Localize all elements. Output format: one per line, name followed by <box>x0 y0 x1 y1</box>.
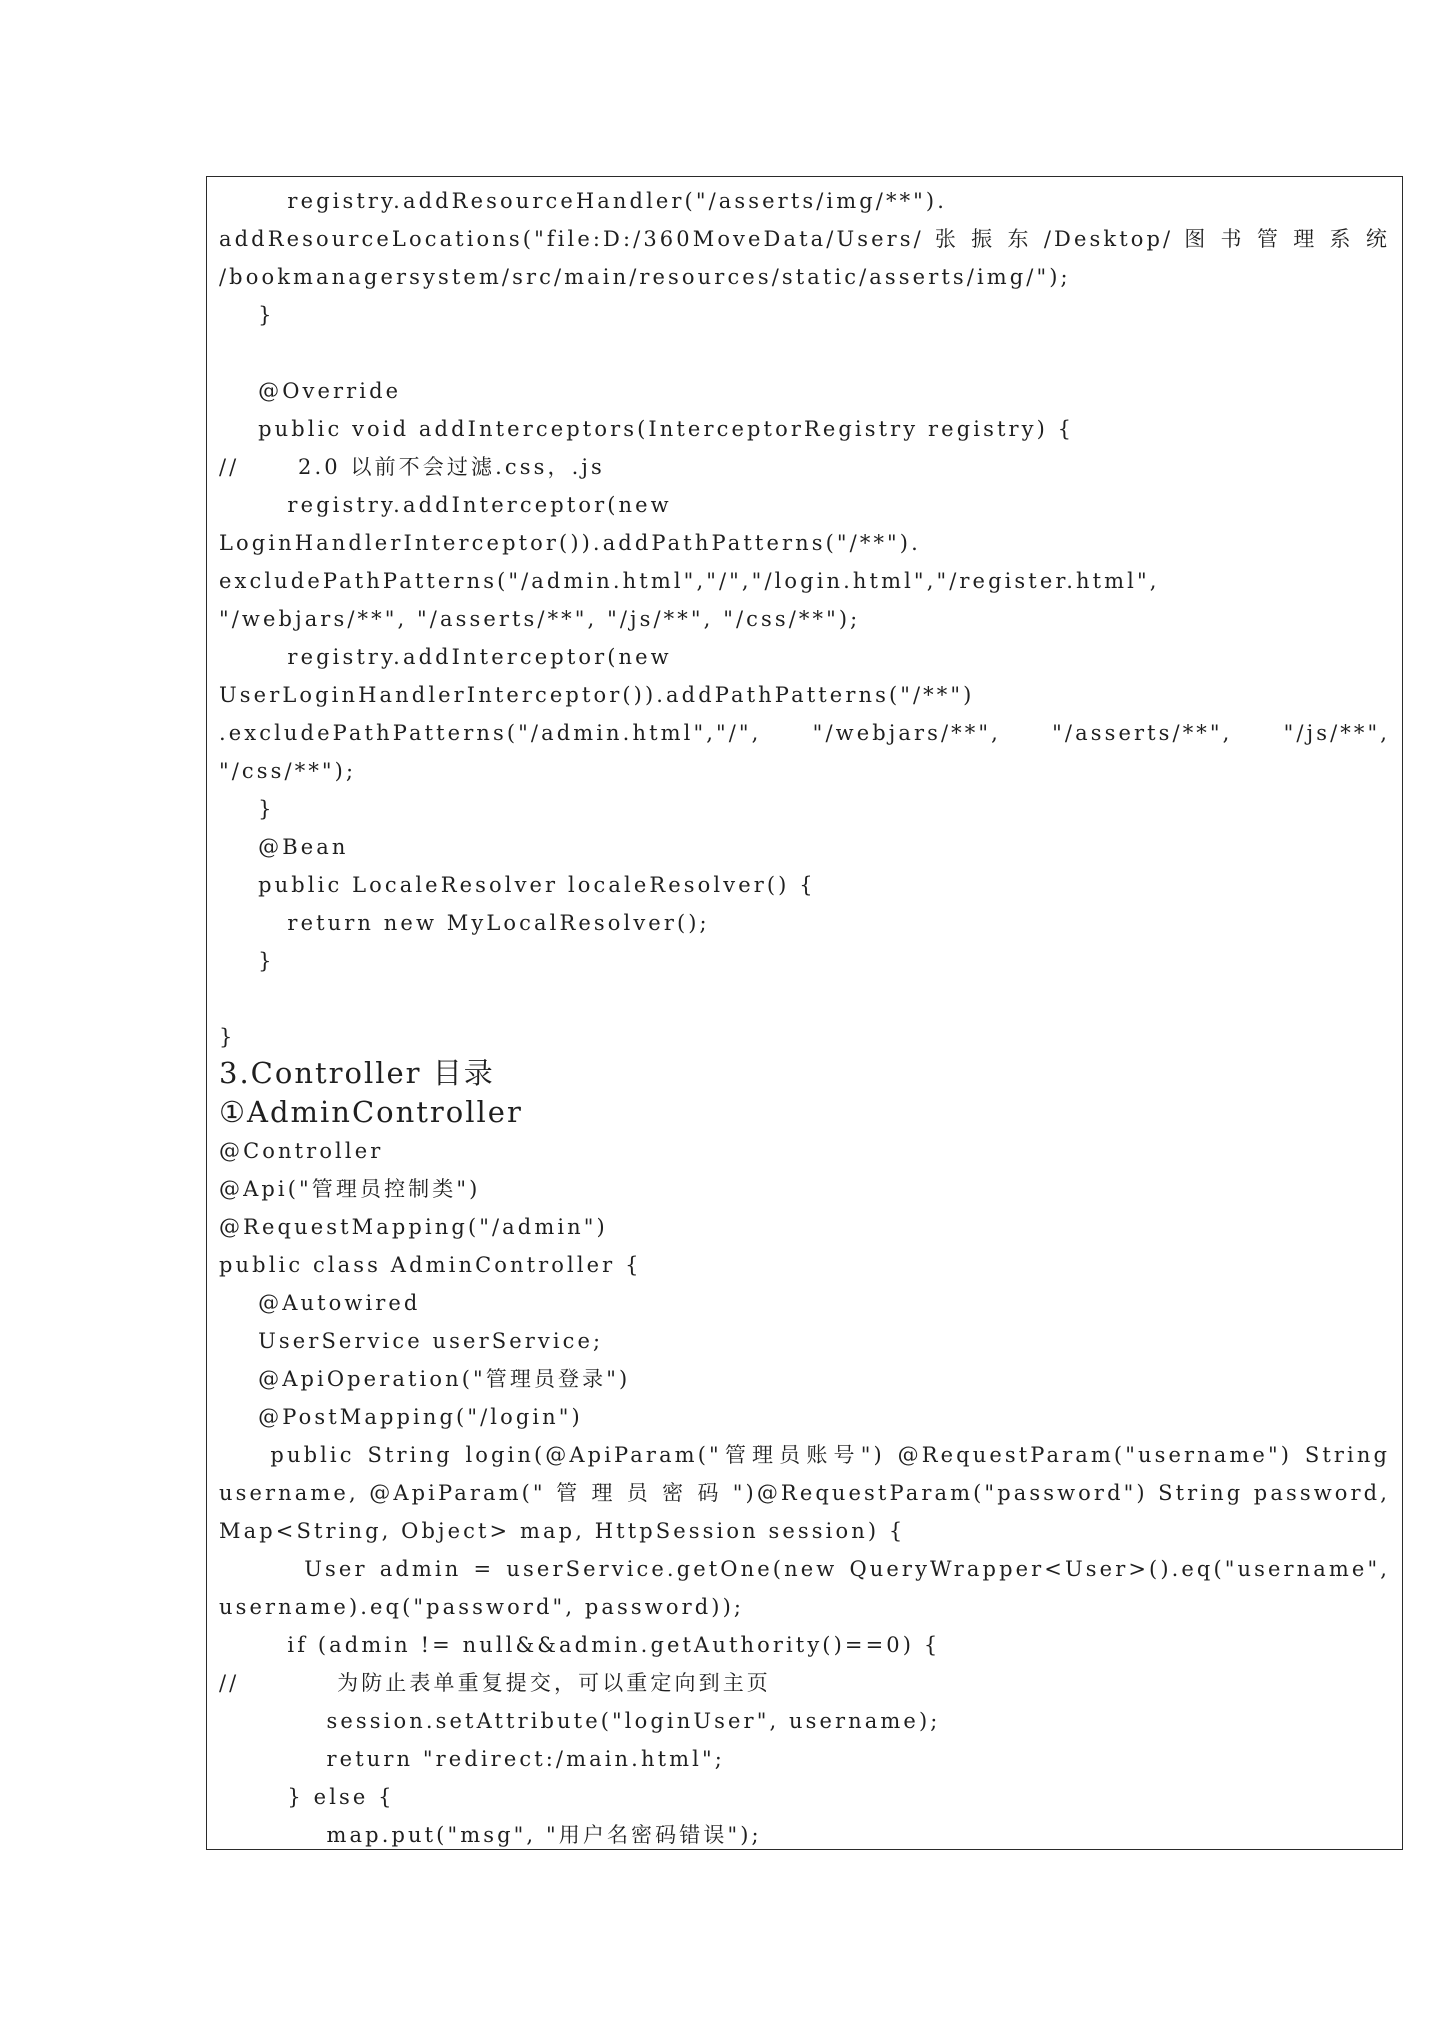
code-line: @Bean <box>219 835 349 859</box>
code-line: // 2.0 以前不会过滤.css，.js <box>219 455 605 479</box>
code-line: } <box>219 949 275 973</box>
code-line: } <box>219 797 275 821</box>
code-line: } <box>219 303 275 327</box>
code-line: /bookmanagersystem/src/main/resources/static/asserts/img/"); <box>219 265 1071 289</box>
code-line: } else { <box>219 1785 395 1809</box>
code-line: return "redirect:/main.html"; <box>219 1747 725 1771</box>
code-line: registry.addResourceHandler("/asserts/img/**"). <box>219 189 947 213</box>
code-line: registry.addInterceptor(new <box>219 645 672 669</box>
code-line: public class AdminController { <box>219 1253 642 1277</box>
code-line: @Controller <box>219 1139 384 1163</box>
section-heading: 3.Controller 目录 <box>219 1056 495 1090</box>
code-line: User admin = userService.getOne(new QueryWrapper<User>().eq("username", <box>219 1557 1390 1581</box>
code-line: "/webjars/**", "/asserts/**", "/js/**", "/css/**"); <box>219 607 861 631</box>
code-line: session.setAttribute("loginUser", username); <box>219 1709 941 1733</box>
code-line: "/css/**"); <box>219 759 357 783</box>
code-line <box>219 334 1390 372</box>
code-line: username).eq("password", password)); <box>219 1595 745 1619</box>
code-line: @Api("管理员控制类") <box>219 1177 481 1201</box>
section-heading: ①AdminController <box>219 1095 523 1129</box>
code-line: registry.addInterceptor(new <box>219 493 672 517</box>
code-line <box>219 980 1390 1018</box>
code-line: .excludePathPatterns("/admin.html","/", "/webjars/**", "/asserts/**", "/js/**", <box>219 721 1390 745</box>
code-line: @Override <box>219 379 402 403</box>
code-line: LoginHandlerInterceptor()).addPathPatterns("/**"). <box>219 531 921 555</box>
code-line: @RequestMapping("/admin") <box>219 1215 608 1239</box>
document-frame <box>206 176 1403 1850</box>
code-line: @ApiOperation("管理员登录") <box>219 1367 631 1391</box>
code-line: @PostMapping("/login") <box>219 1405 583 1429</box>
code-line: if (admin != null&&admin.getAuthority()==0) { <box>219 1633 941 1657</box>
code-listing <box>219 177 1390 1849</box>
code-line: } <box>219 1025 236 1049</box>
code-line: return new MyLocalResolver(); <box>219 911 710 935</box>
code-line: addResourceLocations("file:D:/360MoveData/Users/ 张 振 东 /Desktop/ 图 书 管 理 系 统 <box>219 227 1390 251</box>
code-line: excludePathPatterns("/admin.html","/","/login.html","/register.html", <box>219 569 1160 593</box>
code-line: // 为防止表单重复提交，可以重定向到主页 <box>219 1671 771 1695</box>
code-line: UserService userService; <box>219 1329 604 1353</box>
code-line: map.put("msg", "用户名密码错误"); <box>219 1823 762 1847</box>
code-line: Map<String, Object> map, HttpSession session) { <box>219 1519 906 1543</box>
code-line: username, @ApiParam(" 管 理 员 密 码 ")@RequestParam("password") String password, <box>219 1481 1390 1505</box>
code-line: public LocaleResolver localeResolver() { <box>219 873 816 897</box>
code-line: public String login(@ApiParam("管理员账号") @RequestParam("username") String <box>219 1443 1390 1467</box>
code-line: @Autowired <box>219 1291 421 1315</box>
code-line: UserLoginHandlerInterceptor()).addPathPatterns("/**") <box>219 683 975 707</box>
code-line: public void addInterceptors(InterceptorRegistry registry) { <box>219 417 1075 441</box>
